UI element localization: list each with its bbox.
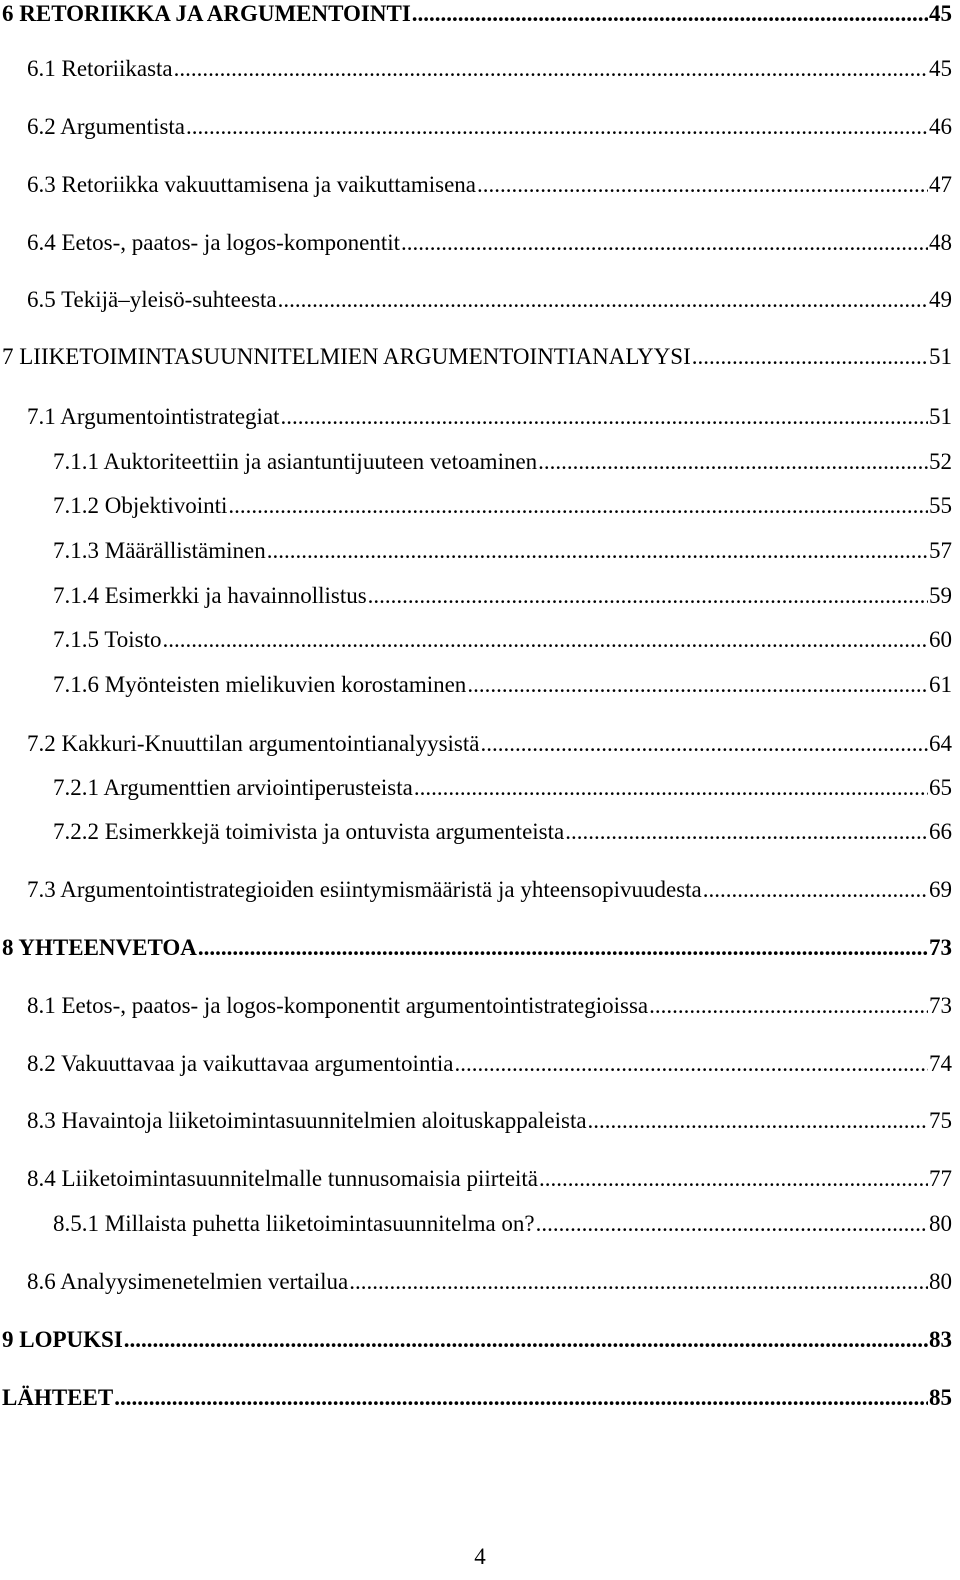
toc-entry — [53, 448, 952, 476]
toc-entry — [27, 1107, 952, 1135]
toc-entry — [53, 626, 952, 654]
toc-entry — [2, 934, 952, 962]
dot-leader — [454, 1050, 928, 1078]
dot-leader — [703, 876, 928, 904]
toc-entry-page: 47 — [929, 172, 952, 197]
dot-leader — [114, 1384, 928, 1412]
toc-entry — [27, 1165, 952, 1193]
toc-entry — [27, 1268, 952, 1296]
toc-entry — [27, 992, 952, 1020]
toc-entry-title: 6.5 Tekijä–yleisö-suhteesta — [27, 287, 277, 312]
toc-entry-page: 74 — [929, 1051, 952, 1076]
toc-entry-title: 8.3 Havaintoja liiketoimintasuunnitelmien aloituskappaleista — [27, 1108, 587, 1133]
toc-entry-page: 73 — [929, 993, 952, 1018]
toc-entry-title: 7.1.5 Toisto — [53, 627, 162, 652]
toc-entry — [27, 171, 952, 199]
toc-entry-page: 55 — [929, 493, 952, 518]
toc-entry — [53, 492, 952, 520]
dot-leader — [281, 403, 928, 431]
toc-entry — [27, 1050, 952, 1078]
dot-leader — [124, 1326, 928, 1354]
dot-leader — [538, 448, 928, 476]
toc-entry — [27, 403, 952, 431]
toc-entry — [27, 55, 952, 83]
dot-leader — [412, 0, 928, 28]
toc-entry — [27, 876, 952, 904]
toc-entry-title: 7.1.2 Objektivointi — [53, 493, 228, 518]
dot-leader — [539, 1165, 928, 1193]
toc-entry-page: 48 — [929, 230, 952, 255]
toc-entry-page: 66 — [929, 819, 952, 844]
toc-entry-page: 75 — [929, 1108, 952, 1133]
toc-entry-page: 45 — [929, 1, 952, 26]
toc-entry — [53, 818, 952, 846]
toc-entry — [2, 343, 952, 371]
dot-leader — [163, 626, 928, 654]
dot-leader — [467, 671, 928, 699]
toc-entry-page: 52 — [929, 449, 952, 474]
dot-leader — [649, 992, 928, 1020]
toc-entry — [53, 1210, 952, 1238]
toc-entry-page: 51 — [929, 344, 952, 369]
toc-entry-title: 6.4 Eetos-, paatos- ja logos-komponentit — [27, 230, 401, 255]
toc-entry — [27, 113, 952, 141]
toc-entry-page: 64 — [929, 731, 952, 756]
toc-entry-title: 7 LIIKETOIMINTASUUNNITELMIEN ARGUMENTOINTIANALYYSI — [2, 344, 691, 369]
toc-entry-title: 7.2.1 Argumenttien arviointiperusteista — [53, 775, 413, 800]
toc-entry-page: 57 — [929, 538, 952, 563]
dot-leader — [480, 730, 928, 758]
page-number: 4 — [474, 1544, 486, 1569]
toc-entry — [53, 582, 952, 610]
toc-entry-page: 65 — [929, 775, 952, 800]
toc-entry-title: LÄHTEET — [2, 1385, 114, 1410]
toc-entry — [27, 229, 952, 257]
toc-entry-title: 6.3 Retoriikka vakuuttamisena ja vaikuttamisena — [27, 172, 477, 197]
toc-entry-page: 60 — [929, 627, 952, 652]
dot-leader — [368, 582, 928, 610]
toc-entry-page: 85 — [929, 1385, 952, 1410]
toc-entry — [53, 671, 952, 699]
toc-entry-title: 7.1.4 Esimerkki ja havainnollistus — [53, 583, 367, 608]
dot-leader — [174, 55, 928, 83]
toc-entry-title: 8.1 Eetos-, paatos- ja logos-komponentit argumentointistrategioissa — [27, 993, 649, 1018]
dot-leader — [401, 229, 928, 257]
dot-leader — [349, 1268, 928, 1296]
toc-entry-title: 8.5.1 Millaista puhetta liiketoimintasuunnitelma on? — [53, 1211, 535, 1236]
toc-entry — [27, 730, 952, 758]
toc-entry-page: 77 — [929, 1166, 952, 1191]
toc-entry-title: 7.1.1 Auktoriteettiin ja asiantuntijuuteen vetoaminen — [53, 449, 538, 474]
toc-entry-title: 8.4 Liiketoimintasuunnitelmalle tunnusomaisia piirteitä — [27, 1166, 539, 1191]
dot-leader — [414, 774, 928, 802]
toc-entry-title: 7.1 Argumentointistrategiat — [27, 404, 280, 429]
toc-entry-title: 6.1 Retoriikasta — [27, 56, 173, 81]
dot-leader — [692, 343, 928, 371]
dot-leader — [565, 818, 928, 846]
toc-entry-title: 7.1.6 Myönteisten mielikuvien korostaminen — [53, 672, 467, 697]
toc-entry-title: 6 RETORIIKKA JA ARGUMENTOINTI — [2, 1, 411, 26]
toc-entry-title: 8 YHTEENVETOA — [2, 935, 197, 960]
toc-entry — [27, 286, 952, 314]
toc-entry-page: 80 — [929, 1211, 952, 1236]
toc-entry-title: 9 LOPUKSI — [2, 1327, 123, 1352]
dot-leader — [536, 1210, 928, 1238]
toc-entry-page: 61 — [929, 672, 952, 697]
toc-entry-page: 49 — [929, 287, 952, 312]
toc-entry-title: 8.2 Vakuuttavaa ja vaikuttavaa argumentointia — [27, 1051, 454, 1076]
toc-entry — [53, 774, 952, 802]
dot-leader — [186, 113, 928, 141]
dot-leader — [588, 1107, 928, 1135]
toc-entry-page: 83 — [929, 1327, 952, 1352]
toc-entry-title: 7.3 Argumentointistrategioiden esiintymismääristä ja yhteensopivuudesta — [27, 877, 702, 902]
toc-entry-title: 7.2.2 Esimerkkejä toimivista ja ontuvista argumenteista — [53, 819, 565, 844]
toc-entry — [2, 1326, 952, 1354]
toc-entry-page: 45 — [929, 56, 952, 81]
toc-entry — [53, 537, 952, 565]
toc-entry-page: 69 — [929, 877, 952, 902]
toc-entry-page: 51 — [929, 404, 952, 429]
toc-entry-title: 8.6 Analyysimenetelmien vertailua — [27, 1269, 349, 1294]
dot-leader — [477, 171, 928, 199]
toc-entry — [2, 0, 952, 28]
dot-leader — [198, 934, 928, 962]
toc-entry — [2, 1384, 952, 1412]
toc-entry-title: 7.1.3 Määrällistäminen — [53, 538, 266, 563]
toc-entry-page: 46 — [929, 114, 952, 139]
dot-leader — [267, 537, 928, 565]
toc-entry-title: 6.2 Argumentista — [27, 114, 186, 139]
toc-entry-page: 73 — [929, 935, 952, 960]
toc-entry-page: 59 — [929, 583, 952, 608]
toc-entry-title: 7.2 Kakkuri-Knuuttilan argumentointianalyysistä — [27, 731, 480, 756]
dot-leader — [278, 286, 928, 314]
dot-leader — [228, 492, 928, 520]
toc-entry-page: 80 — [929, 1269, 952, 1294]
